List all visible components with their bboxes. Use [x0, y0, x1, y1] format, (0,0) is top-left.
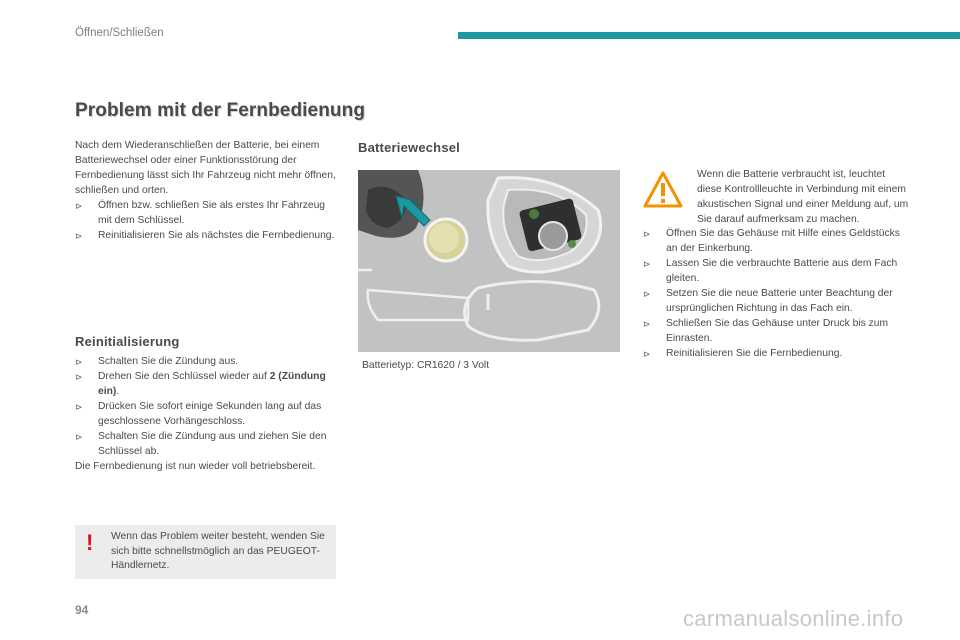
page-title: Problem mit der Fernbedienung	[75, 100, 366, 121]
reinit-step	[75, 354, 337, 369]
page-number: 94	[75, 603, 89, 617]
section-header: Öffnen/Schließen	[75, 27, 164, 39]
intro-bullet-text: Reinitialisieren Sie als nächstes die Fernbedienung.	[98, 230, 335, 241]
battery-step-text: Schließen Sie das Gehäuse unter Druck bis zum Einrasten.	[666, 318, 889, 344]
battery-step	[643, 226, 908, 256]
intro-bullet	[75, 198, 337, 228]
battery-title: Batteriewechsel	[358, 140, 460, 155]
battery-step-text: Reinitialisieren Sie die Fernbedienung.	[666, 348, 843, 359]
battery-step-text: Öffnen Sie das Gehäuse mit Hilfe eines Geldstücks an der Einkerbung.	[666, 228, 900, 254]
battery-step	[643, 346, 908, 361]
warning-triangle-icon	[643, 171, 683, 209]
reinit-step	[75, 429, 337, 459]
exclamation-icon: !	[86, 530, 94, 555]
intro-block	[75, 138, 337, 243]
battery-step	[643, 316, 908, 346]
reinit-footer: Die Fernbedienung ist nun wieder voll betriebsbereit.	[75, 461, 316, 472]
reinit-step-text: Drücken Sie sofort einige Sekunden lang auf das geschlossene Vorhängeschloss.	[98, 401, 322, 427]
intro-bullet	[75, 228, 337, 243]
header-accent-bar	[458, 32, 960, 39]
battery-warning-text: Wenn die Batterie verbraucht ist, leuchtet diese Kontrollleuchte in Verbindung mit einem akustischen Signal und einer Meldung auf, um Sie darauf aufmerksam zu machen.	[697, 169, 909, 225]
bullet-arrow-icon: ⊳	[643, 349, 651, 359]
bullet-arrow-icon: ⊳	[643, 259, 651, 269]
battery-step	[643, 256, 908, 286]
note-box	[75, 525, 336, 579]
bullet-arrow-icon: ⊳	[75, 357, 83, 367]
battery-steps	[643, 226, 908, 361]
remote-battery-photo	[358, 170, 620, 352]
reinit-block	[75, 354, 337, 474]
battery-step-text: Setzen Sie die neue Batterie unter Beachtung der ursprünglichen Richtung in das Fach ein.	[666, 288, 893, 314]
reinit-step-text: Schalten Sie die Zündung aus.	[98, 356, 239, 367]
watermark: carmanualsonline.info	[683, 606, 904, 631]
bullet-arrow-icon: ⊳	[75, 402, 83, 412]
bullet-arrow-icon: ⊳	[643, 319, 651, 329]
remote-key-illustration	[358, 170, 620, 352]
bullet-arrow-icon: ⊳	[643, 229, 651, 239]
battery-caption: Batterietyp: CR1620 / 3 Volt	[362, 360, 490, 371]
reinit-step-text: .	[116, 386, 120, 397]
bullet-arrow-icon: ⊳	[75, 432, 83, 442]
intro-text: Nach dem Wiederanschließen der Batterie, bei einem Batteriewechsel oder einer Funktionsstörung der Fernbedienung lässt sich Ihr Fahrzeug nicht mehr öffnen, schließen und orten.	[75, 140, 336, 196]
intro-bullet-text: Öffnen bzw. schließen Sie als erstes Ihr Fahrzeug mit dem Schlüssel.	[98, 200, 326, 226]
bullet-arrow-icon: ⊳	[643, 289, 651, 299]
reinit-title: Reinitialisierung	[75, 334, 180, 349]
reinit-step-text: Schalten Sie die Zündung aus und ziehen Sie den Schlüssel ab.	[98, 431, 327, 457]
bullet-arrow-icon: ⊳	[75, 201, 83, 211]
reinit-step-bold: 2 (Zündung ein)	[98, 371, 326, 397]
reinit-step-text: Drehen Sie den Schlüssel wieder auf	[98, 371, 270, 382]
note-text: Wenn das Problem weiter besteht, wenden Sie sich bitte schnellstmöglich an das PEUGEOT-Händlernetz.	[111, 531, 325, 571]
bullet-arrow-icon: ⊳	[75, 231, 83, 241]
battery-step	[643, 286, 908, 316]
bullet-arrow-icon: ⊳	[75, 372, 83, 382]
battery-step-text: Lassen Sie die verbrauchte Batterie aus dem Fach gleiten.	[666, 258, 898, 284]
reinit-step	[75, 399, 337, 429]
reinit-step	[75, 369, 337, 399]
